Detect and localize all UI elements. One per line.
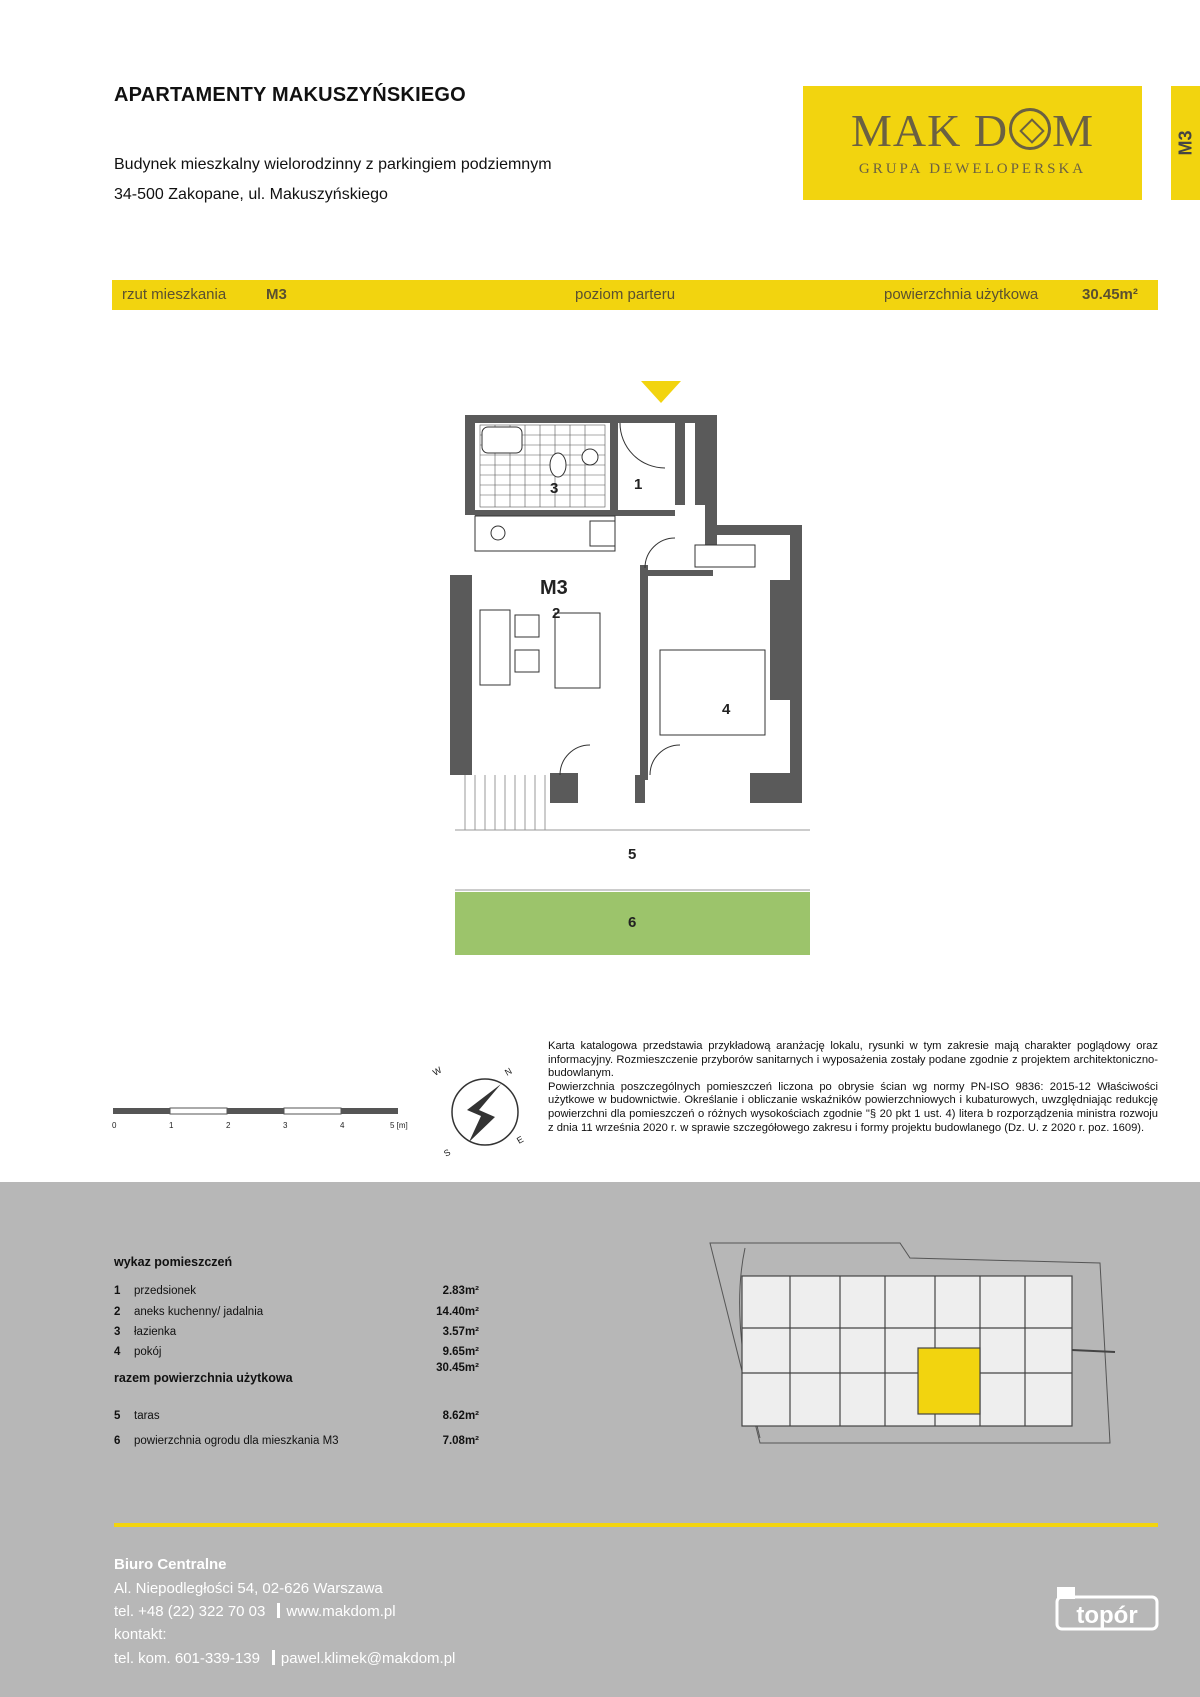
room-label-4: 4 xyxy=(722,701,731,718)
plan-unit-label: M3 xyxy=(540,577,568,599)
email-link[interactable]: pawel.klimek@makdom.pl xyxy=(280,1650,456,1667)
contact-label: kontakt: xyxy=(114,1626,167,1643)
logo-tagline: GRUPA DEWELOPERSKA xyxy=(858,161,1087,177)
unit-side-tab-label: M3 xyxy=(1175,130,1195,156)
rooms-list-title: wykaz pomieszczeń xyxy=(114,1255,233,1269)
room-number: 2 xyxy=(114,1306,121,1318)
compass-n: N xyxy=(503,1065,514,1078)
chair xyxy=(515,650,539,672)
room-number: 5 xyxy=(114,1410,121,1422)
unit-highlight xyxy=(918,1348,980,1414)
room-number: 1 xyxy=(114,1285,121,1297)
room-area: 9.65m² xyxy=(442,1346,479,1358)
topor-logo xyxy=(1055,1585,1160,1637)
wardrobe xyxy=(695,545,755,567)
scale-tick: 0 xyxy=(112,1121,117,1130)
entrance-arrow-icon xyxy=(641,381,681,403)
mobile-phone: tel. kom. 601-339-139 xyxy=(114,1650,260,1667)
cooktop-icon xyxy=(590,521,615,546)
contact-mobile-row xyxy=(114,1650,455,1667)
plan-label: rzut mieszkania xyxy=(122,286,227,303)
room-area: 3.57m² xyxy=(442,1326,479,1338)
tv-cabinet xyxy=(480,610,510,685)
office-phone: tel. +48 (22) 322 70 03 xyxy=(114,1603,266,1620)
scale-tick: 3 xyxy=(283,1121,288,1130)
logo-wordmark: MAK D M xyxy=(851,105,1094,156)
bed xyxy=(660,650,765,735)
toilet-icon xyxy=(550,453,566,477)
scale-tick: 1 xyxy=(169,1121,174,1130)
scale-tick: 5 [m] xyxy=(390,1121,408,1130)
unit-name: M3 xyxy=(266,286,287,303)
room-area: 2.83m² xyxy=(442,1285,479,1297)
room-number: 6 xyxy=(114,1435,121,1447)
topor-logo-text: topór xyxy=(1076,1602,1138,1629)
sink-icon xyxy=(582,449,598,465)
room-label-6: 6 xyxy=(628,914,637,931)
room-name: przedsionek xyxy=(134,1285,197,1297)
compass-w: W xyxy=(431,1064,444,1078)
building-description: Budynek mieszkalny wielorodzinny z parkingiem podziemnym xyxy=(114,156,552,173)
disclaimer-paragraph: Powierzchnia poszczególnych pomieszczeń liczona po obrysie ścian wg normy PN-ISO 9836: 2015-12 Właściwości użytkowe w budownictwie. Określanie i obliczanie wskaźników powierzchniowych i kubaturowych, uwzględniając redukcję powierzchni dla pomieszczeń o różnych wysokościach zgodnie "§ 20 pkt 1 ust. 4) litera b rozporządzenia ministra rozwoju z dnia 11 września 2020 r. w sprawie szczegółowego zakresu i formy projektu budowlanego (Dz. U. z 2020 r. poz. 1609). xyxy=(548,1080,1158,1134)
room-number: 3 xyxy=(114,1326,121,1338)
makdom-logo xyxy=(803,86,1142,200)
office-title: Biuro Centralne xyxy=(114,1556,227,1573)
disclaimer-paragraph: Karta katalogowa przedstawia przykładową aranżację lokalu, rysunki w tym zakresie mają charakter poglądowy oraz informacyjny. Rozmieszczenie przyborów sanitarnych i wyposażenia zostały podane zgodnie z projektem architektoniczno-budowlanym. xyxy=(548,1040,1158,1080)
info-bar xyxy=(112,280,1158,310)
contact-phone-row xyxy=(114,1603,396,1620)
room-name: powierzchnia ogrodu dla mieszkania M3 xyxy=(134,1435,339,1447)
scale-tick: 4 xyxy=(340,1121,345,1130)
room-name: łazienka xyxy=(134,1326,177,1338)
bathtub-icon xyxy=(482,427,522,453)
room-area: 14.40m² xyxy=(436,1306,479,1318)
scale-tick: 2 xyxy=(226,1121,231,1130)
scale-bar xyxy=(112,1104,412,1134)
compass-icon xyxy=(431,1062,535,1162)
sofa xyxy=(555,613,600,688)
page-title: APARTAMENTY MAKUSZYŃSKIEGO xyxy=(114,84,466,106)
area-value: 30.45m² xyxy=(1082,286,1138,303)
room-area: 7.08m² xyxy=(442,1435,479,1447)
room-label-1: 1 xyxy=(634,476,643,493)
room-label-5: 5 xyxy=(628,846,637,863)
site-plan xyxy=(700,1238,1120,1448)
website-link[interactable]: www.makdom.pl xyxy=(286,1603,396,1620)
compass-e: E xyxy=(515,1134,526,1146)
room-label-3: 3 xyxy=(550,480,559,497)
total-area-label: razem powierzchnia użytkowa xyxy=(114,1371,293,1385)
level-label: poziom parteru xyxy=(575,286,676,303)
room-name: aneks kuchenny/ jadalnia xyxy=(134,1306,264,1318)
room-name: taras xyxy=(134,1410,160,1422)
total-area-value: 30.45m² xyxy=(436,1362,479,1374)
disclaimer xyxy=(548,1040,1158,1135)
floor-plan xyxy=(440,375,840,965)
compass-s: S xyxy=(442,1147,453,1159)
walls xyxy=(450,415,802,803)
office-address: Al. Niepodległości 54, 02-626 Warszawa xyxy=(114,1580,383,1597)
area-label: powierzchnia użytkowa xyxy=(884,286,1039,303)
building-address: 34-500 Zakopane, ul. Makuszyńskiego xyxy=(114,186,388,203)
room-label-2: 2 xyxy=(552,605,561,622)
room-number: 4 xyxy=(114,1346,121,1358)
room-area: 8.62m² xyxy=(442,1410,479,1422)
room-name: pokój xyxy=(134,1346,162,1358)
footer-divider xyxy=(114,1523,1158,1527)
chair xyxy=(515,615,539,637)
unit-side-tab xyxy=(1171,86,1200,200)
